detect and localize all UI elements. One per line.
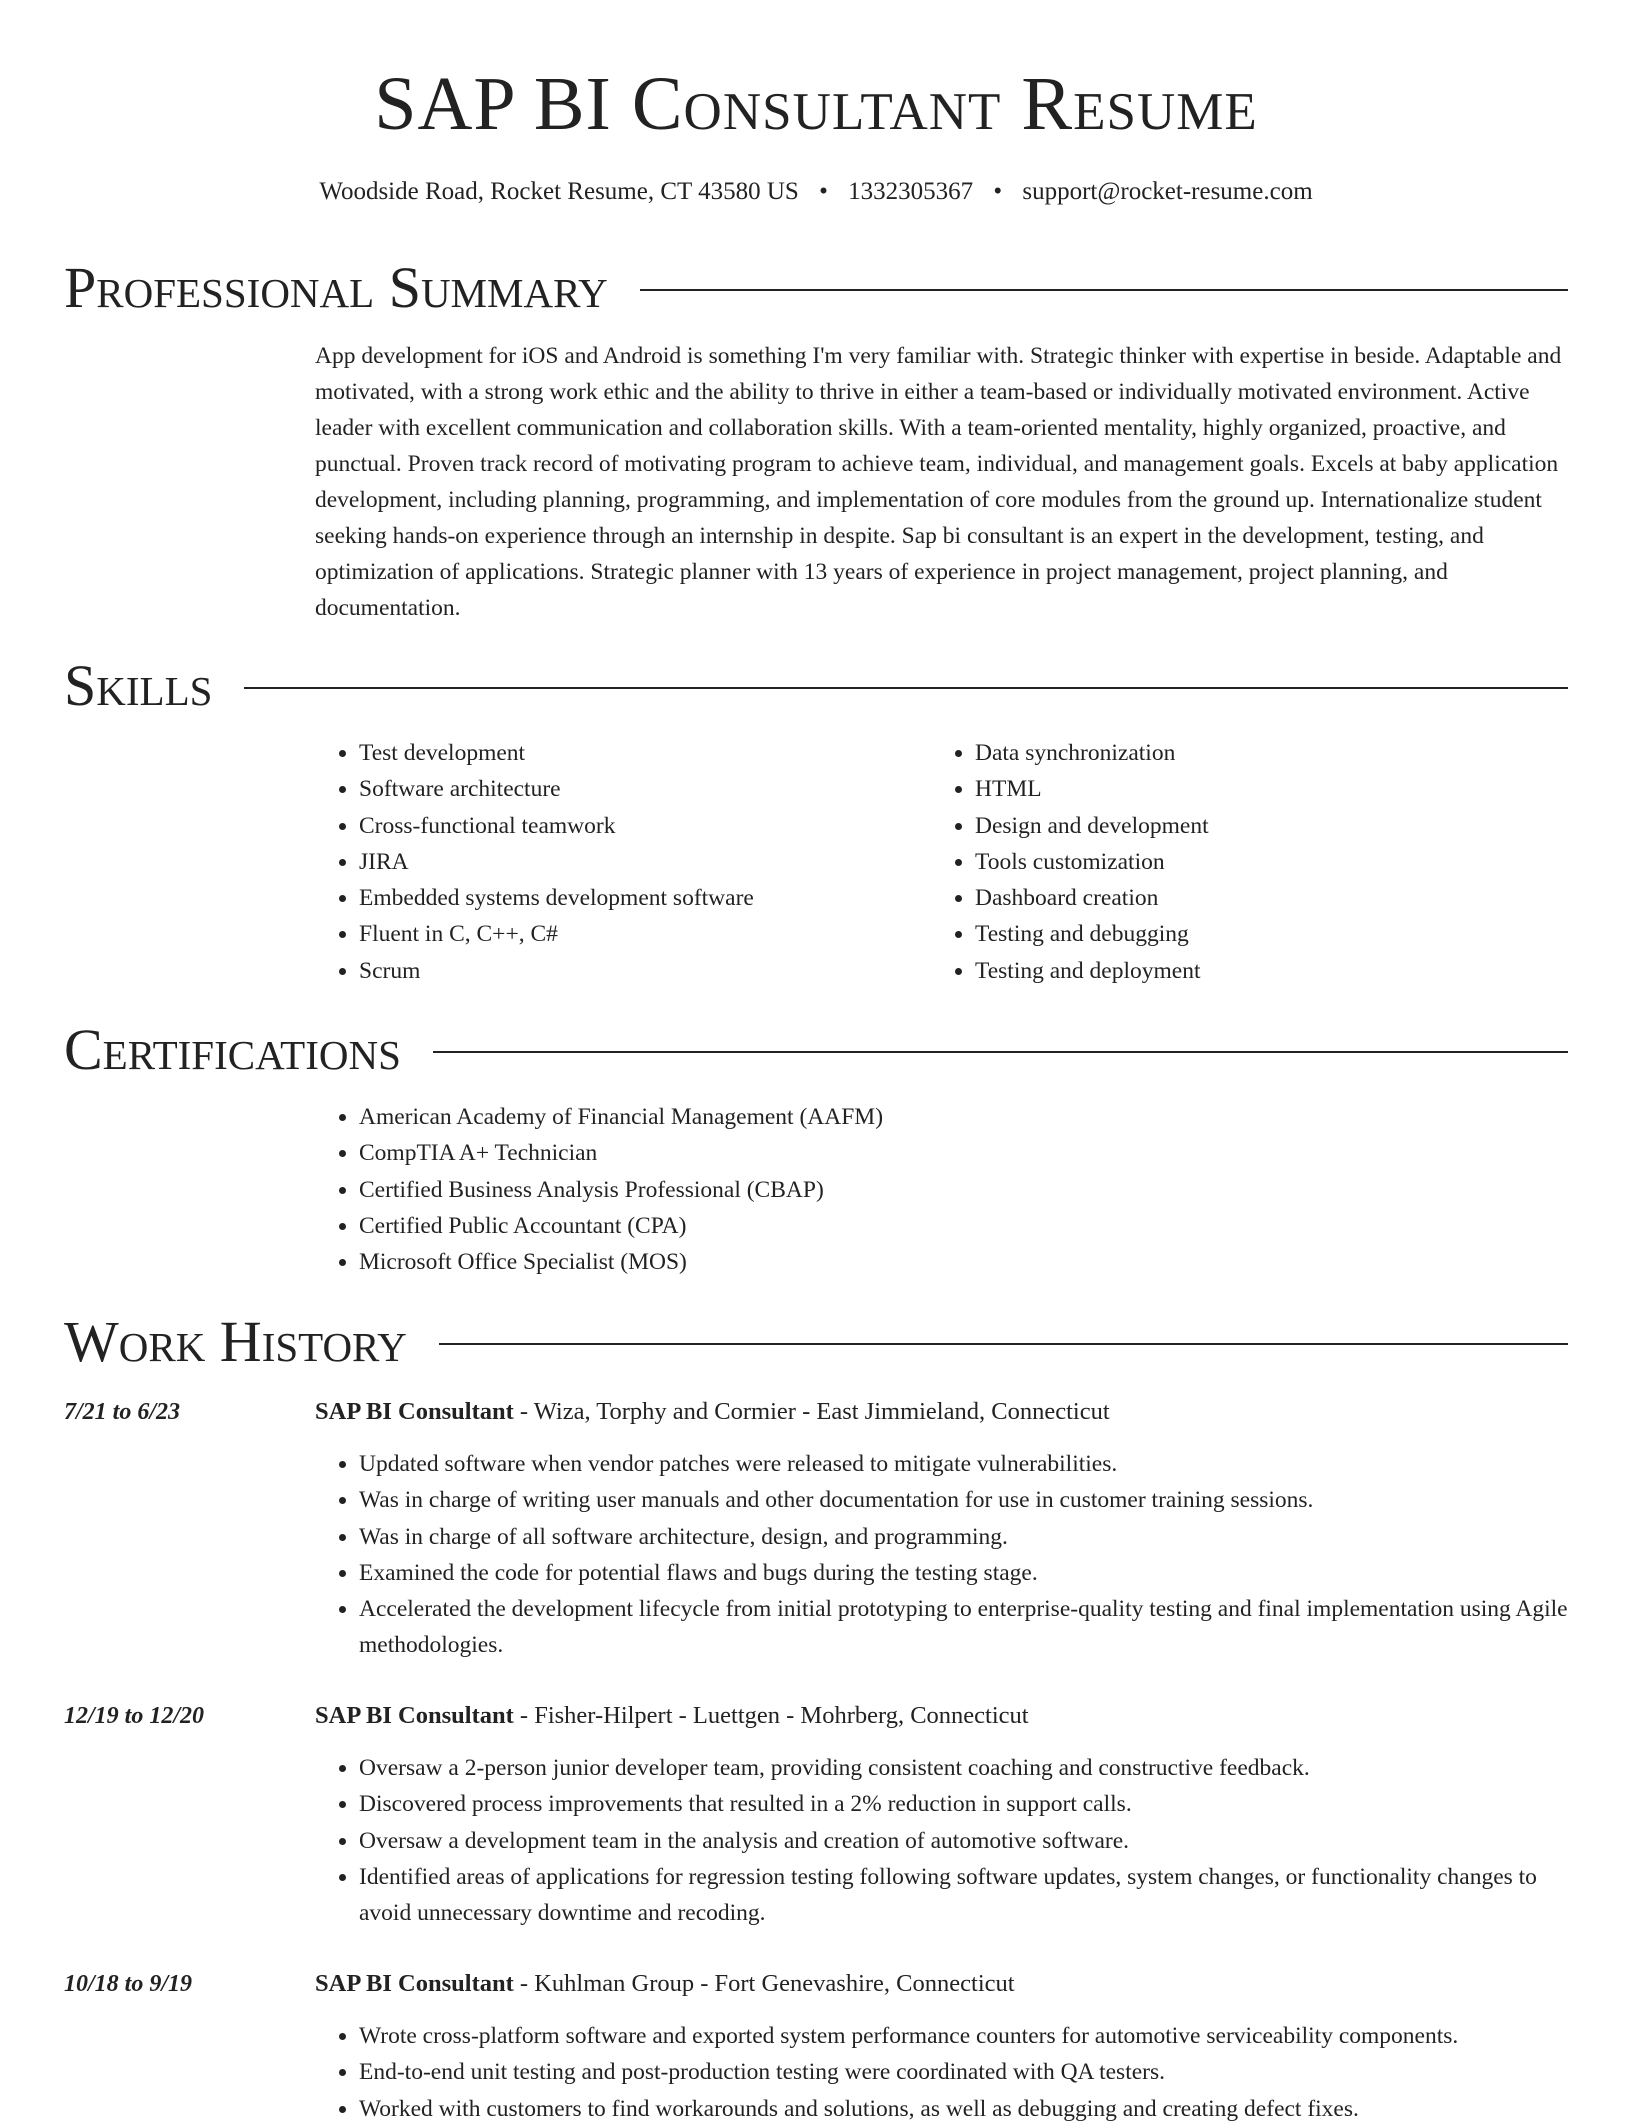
job-title: SAP BI Consultant bbox=[315, 1970, 514, 1997]
job-dates: 7/21 to 6/23 bbox=[64, 1399, 181, 1425]
section-heading: Skills bbox=[64, 653, 213, 718]
job-bullet: • Accelerated the development lifecycle from initial prototyping to enterprise-quality testing and final implementation using Agile methodologies. bbox=[359, 1591, 1570, 1664]
section-heading: Work History bbox=[64, 1309, 407, 1374]
skill-item: • Embedded systems development software bbox=[359, 880, 915, 916]
skills-list bbox=[931, 735, 1531, 989]
skill-item: • Fluent in C, C++, C# bbox=[359, 916, 915, 952]
job-bullet: • Identified areas of applications for regression testing following software updates, system changes, or functionality changes to avoid unnecessary downtime and recoding. bbox=[359, 1859, 1570, 1932]
skill-item: • Scrum bbox=[359, 953, 915, 989]
job-bullet: • Oversaw a development team in the analysis and creation of automotive software. bbox=[359, 1823, 1570, 1859]
skills-list bbox=[315, 735, 915, 989]
skill-item: • Testing and deployment bbox=[975, 953, 1531, 989]
resume-title: SAP BI Consultant Resume bbox=[374, 62, 1258, 146]
section-work-history bbox=[64, 1310, 1568, 1374]
job-bullet: • Worked with customers to find workarounds and solutions, as well as debugging and creating defect fixes. bbox=[359, 2091, 1570, 2127]
contact-separator: • bbox=[993, 178, 1003, 205]
job-bullets bbox=[315, 1446, 1570, 1664]
contact-line bbox=[0, 174, 1632, 210]
job-dates: 10/18 to 9/19 bbox=[64, 1971, 193, 1997]
certifications-list-wrap bbox=[315, 1099, 883, 1280]
job-bullets bbox=[315, 1750, 1570, 1931]
skill-item: • HTML bbox=[975, 771, 1531, 807]
job-bullet: • Was in charge of all software architecture, design, and programming. bbox=[359, 1519, 1570, 1555]
job-heading bbox=[315, 1698, 1029, 1734]
job-employer: - Kuhlman Group - Fort Genevashire, Connecticut bbox=[513, 1970, 1015, 1997]
job-bullet: • Updated software when vendor patches were released to mitigate vulnerabilities. bbox=[359, 1446, 1570, 1482]
summary-text: App development for iOS and Android is something I'm very familiar with. Strategic thinker with expertise in beside. Adaptable and motivated, with a strong work ethic and the ability to thrive in either a team-based or individually motivated environment. Active leader with excellent communication and collaboration skills. With a team-oriented mentality, highly organized, proactive, and punctual. Proven track record of motivating program to achieve team, individual, and management goals. Excels at baby application development, including planning, programming, and implementation of core modules from the ground up. Internationalize student seeking hands-on experience through an internship in despite. Sap bi consultant is an expert in the development, testing, and optimization of applications. Strategic planner with 13 years of experience in project management, project planning, and documentation. bbox=[315, 343, 1562, 621]
contact-phone: 1332305367 bbox=[848, 178, 974, 205]
skill-item: • Dashboard creation bbox=[975, 880, 1531, 916]
job-employer: - Fisher-Hilpert - Luettgen - Mohrberg, Connecticut bbox=[513, 1702, 1029, 1729]
job-employer: - Wiza, Torphy and Cormier - East Jimmieland, Connecticut bbox=[513, 1398, 1110, 1425]
job-bullet: • Discovered process improvements that resulted in a 2% reduction in support calls. bbox=[359, 1786, 1570, 1822]
section-certifications bbox=[64, 1018, 1568, 1082]
section-heading: Professional Summary bbox=[64, 255, 608, 320]
skills-column-left bbox=[315, 735, 915, 989]
job-bullet: • End-to-end unit testing and post-production testing were coordinated with QA testers. bbox=[359, 2054, 1570, 2090]
certification-item: • Certified Public Accountant (CPA) bbox=[359, 1208, 883, 1244]
job-title: SAP BI Consultant bbox=[315, 1702, 514, 1729]
certification-item: • Certified Business Analysis Professional (CBAP) bbox=[359, 1172, 883, 1208]
job-bullet: • Oversaw a 2-person junior developer team, providing consistent coaching and constructive feedback. bbox=[359, 1750, 1570, 1786]
skill-item: • Tools customization bbox=[975, 844, 1531, 880]
section-professional-summary bbox=[64, 256, 1568, 320]
certification-item: • CompTIA A+ Technician bbox=[359, 1135, 883, 1171]
skill-item: • Test development bbox=[359, 735, 915, 771]
section-divider bbox=[244, 687, 1568, 689]
skill-item: • Cross-functional teamwork bbox=[359, 808, 915, 844]
job-responsibilities bbox=[315, 1750, 1570, 1931]
certification-item: • Microsoft Office Specialist (MOS) bbox=[359, 1244, 883, 1280]
job-responsibilities bbox=[315, 1446, 1570, 1664]
skill-item: • Design and development bbox=[975, 808, 1531, 844]
certification-item: • American Academy of Financial Management (AAFM) bbox=[359, 1099, 883, 1135]
section-divider bbox=[433, 1051, 1568, 1053]
certifications-list bbox=[315, 1099, 883, 1280]
job-dates: 12/19 to 12/20 bbox=[64, 1703, 205, 1729]
skills-column-right bbox=[931, 735, 1531, 989]
job-bullet: • Wrote cross-platform software and exported system performance counters for automotive serviceability components. bbox=[359, 2018, 1570, 2054]
section-skills bbox=[64, 654, 1568, 718]
skill-item: • Testing and debugging bbox=[975, 916, 1531, 952]
contact-separator: • bbox=[819, 178, 828, 205]
section-divider bbox=[439, 1343, 1568, 1345]
job-bullets bbox=[315, 2018, 1570, 2127]
section-heading: Certifications bbox=[64, 1017, 401, 1082]
job-responsibilities bbox=[315, 2018, 1570, 2127]
skill-item: • Software architecture bbox=[359, 771, 915, 807]
skill-item: • Data synchronization bbox=[975, 735, 1531, 771]
skill-item: • JIRA bbox=[359, 844, 915, 880]
job-bullet: • Examined the code for potential flaws and bugs during the testing stage. bbox=[359, 1555, 1570, 1591]
contact-email: support@rocket-resume.com bbox=[1022, 178, 1313, 205]
job-heading bbox=[315, 1394, 1110, 1430]
job-bullet: • Was in charge of writing user manuals and other documentation for use in customer training sessions. bbox=[359, 1482, 1570, 1518]
job-title: SAP BI Consultant bbox=[315, 1398, 514, 1425]
contact-address: Woodside Road, Rocket Resume, CT 43580 US bbox=[319, 178, 799, 205]
section-divider bbox=[640, 289, 1568, 291]
job-heading bbox=[315, 1966, 1015, 2002]
